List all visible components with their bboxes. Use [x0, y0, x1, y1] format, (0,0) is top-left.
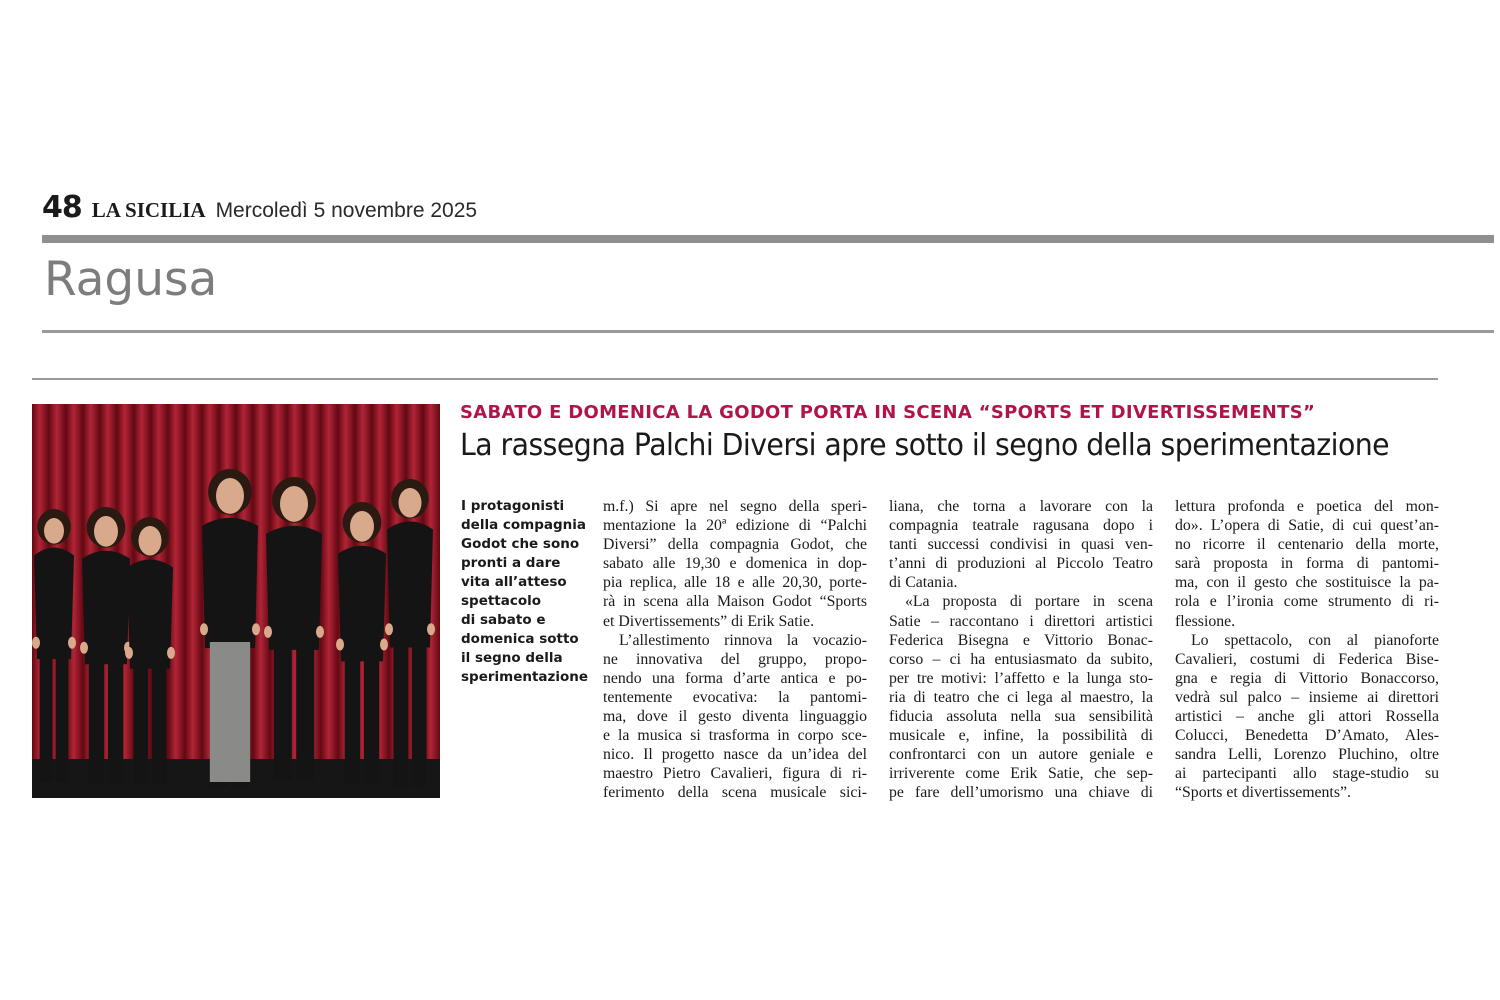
body-text-line: Diversi” della compagnia Godot, che [603, 536, 867, 554]
caption-line: il segno della [461, 650, 563, 666]
person-leg [89, 660, 104, 785]
person-torso [387, 521, 433, 647]
body-text-line: m.f.) Si apre nel segno della speri- [603, 498, 867, 515]
person-face [44, 518, 64, 544]
body-text-line: ne innovativa del gruppo, propo- [603, 650, 867, 668]
body-text-line: compagnia teatrale ragusana dopo i [889, 517, 1153, 535]
body-text-line: maestro Pietro Cavalieri, figura di ri- [603, 765, 867, 783]
body-text-line: nendo una forma d’arte antica e po- [603, 669, 867, 687]
person-face [399, 488, 422, 517]
person-leg [296, 646, 314, 780]
article-headline: La rassegna Palchi Diversi apre sotto il segno della sperimentazione [460, 428, 1390, 463]
body-text-line: flessione. [1175, 612, 1236, 630]
person-torso [202, 518, 258, 648]
body-text-line: fiducia assoluta nella sua sensibilità [889, 708, 1153, 726]
person-leg [393, 644, 408, 787]
body-text-line: artistici – anche gli attori Rossella [1175, 708, 1439, 726]
body-text-line: ria di teatro che ci lega al maestro, la [889, 688, 1153, 706]
body-text-line: di Catania. [889, 574, 958, 592]
person-hand [125, 647, 133, 659]
caption-line: sperimentazione [461, 669, 589, 685]
body-text-line: lettura profonda e poetica del mon- [1175, 498, 1439, 515]
article-column-2 [889, 497, 1153, 803]
person-leg [133, 665, 148, 785]
body-text-line: «La proposta di portare in scena [905, 593, 1153, 611]
body-text-line: confrontarci con un autore geniale e [889, 746, 1153, 764]
issue-date: Mercoledì 5 novembre 2025 [215, 199, 478, 222]
article-photo [32, 404, 440, 798]
body-text-line: ma, con il gesto che sostituisce la pa- [1175, 574, 1439, 592]
curtain-fold [321, 404, 338, 798]
body-text-line: tanti successi condivisi in quasi ven- [889, 536, 1153, 554]
person-face [94, 516, 118, 547]
person-hand [68, 637, 76, 649]
page-number: 48 [42, 190, 82, 225]
body-text-line: irriverente come Erik Satie, che sep- [889, 765, 1153, 783]
person-leg [40, 655, 53, 782]
person-face [139, 526, 162, 555]
person-face [216, 478, 244, 514]
body-text-line: tentemente evocativa: la pantomi- [603, 688, 867, 706]
article-rule [32, 378, 1438, 380]
masthead-rule [42, 235, 1494, 243]
body-text-line: sandra Lelli, Lorenzo Pluchino, oltre [1175, 746, 1439, 764]
caption-line: della compagnia [461, 517, 587, 533]
person-torso [82, 551, 130, 665]
caption-line: vita all’atteso [461, 574, 567, 590]
body-text-line: L’allestimento rinnova la vocazio- [619, 631, 867, 649]
photo-caption [461, 497, 589, 687]
caption-line: I protagonisti [461, 498, 565, 514]
person-hand [380, 639, 388, 651]
person-hand [385, 623, 393, 635]
body-text-line: sabato alle 19,30 e domenica in dop- [603, 555, 867, 573]
curtain-fold [185, 404, 202, 798]
newspaper-name: LA SICILIA [91, 198, 206, 222]
body-text-line: pe fare dell’umorismo una chiave di [889, 784, 1153, 802]
caption-line: domenica sotto [461, 631, 579, 647]
body-text-line: musicale e, infine, la possibilità di [889, 727, 1153, 745]
person-hand [200, 623, 208, 635]
body-text-line: Lo spettacolo, con al pianoforte [1191, 631, 1439, 649]
body-text-line: vedrà sul palco – insieme ai direttori [1175, 688, 1439, 706]
grey-trousers [210, 642, 250, 782]
person-leg [108, 660, 123, 785]
masthead [42, 190, 477, 225]
person-torso [338, 546, 386, 662]
body-text-line: gna e regia di Vittorio Bonaccorso, [1175, 669, 1439, 687]
body-text-line: ferimento della scena musicale sici- [603, 784, 867, 802]
article-column-1 [603, 497, 867, 803]
person-hand [336, 639, 344, 651]
person-torso [34, 548, 74, 659]
body-text-line: corso – ci ha entusiasmato da subito, [889, 650, 1153, 668]
body-text-line: pia replica, alle 18 e alle 20,30, porte- [603, 574, 867, 592]
person-hand [316, 626, 324, 638]
body-text-line: Satie – raccontano i direttori artistici [889, 612, 1153, 630]
body-text-line: per tre motivi: l’affetto e la lunga sto- [889, 669, 1153, 687]
caption-line: spettacolo [461, 593, 542, 609]
body-text-line: Colucci, Benedetta D’Amato, Ales- [1175, 727, 1439, 745]
person-hand [264, 626, 272, 638]
body-text-line: no ricorre il centenario della morte, [1175, 536, 1439, 554]
body-text-line: t’anni di produzioni al Piccolo Teatro [889, 555, 1153, 573]
person-leg [412, 644, 427, 787]
person-hand [252, 623, 260, 635]
person-hand [32, 637, 40, 649]
body-text-line: rà in scena alla Maison Godot “Sports [603, 593, 867, 611]
person-torso [127, 559, 173, 668]
body-text-line: liana, che torna a lavorare con la [889, 498, 1153, 515]
article-column-3 [1175, 497, 1439, 803]
person-leg [364, 657, 379, 785]
body-text-line: ai partecipanti allo stage-studio su [1175, 765, 1439, 783]
group-photo [32, 404, 440, 798]
body-text-line: rola e l’ironia come strumento di ri- [1175, 593, 1439, 611]
person-leg [274, 646, 292, 780]
body-text-line: et Divertissements” di Erik Satie. [603, 612, 815, 630]
body-text-line: sarà proposta in forma di pantomi- [1175, 555, 1439, 573]
person-leg [152, 665, 167, 785]
body-text-line: Cavalieri, costumi di Federica Bise- [1175, 650, 1439, 668]
body-text-line: mentazione la 20ª edizione di “Palchi [603, 517, 867, 535]
person-face [350, 511, 374, 542]
body-text-line: ma, dove il gesto diventa linguaggio [603, 708, 867, 726]
person-hand [167, 647, 175, 659]
body-text-line: “Sports et divertissements”. [1175, 784, 1351, 802]
body-text-line: nico. Il progetto nasce da un’idea del [603, 746, 867, 764]
caption-line: Godot che sono [461, 536, 580, 552]
person-hand [80, 642, 88, 654]
section-rule [42, 330, 1494, 333]
caption-line: pronti a dare [461, 555, 561, 571]
article-kicker: SABATO E DOMENICA LA GODOT PORTA IN SCENA “SPORTS ET DIVERTISSEMENTS” [460, 402, 1316, 423]
body-text-line: do». L’opera di Satie, di cui quest’an- [1175, 517, 1439, 535]
body-text-line: e la musica si trasforma in corpo sce- [603, 727, 867, 745]
person-face [280, 486, 308, 522]
section-title: Ragusa [44, 252, 218, 307]
person-hand [427, 623, 435, 635]
person-leg [345, 657, 360, 785]
person-torso [266, 526, 322, 650]
caption-line: di sabato e [461, 612, 546, 628]
body-text-line: Federica Bisegna e Vittorio Bonac- [889, 631, 1153, 649]
person-leg [56, 655, 69, 782]
